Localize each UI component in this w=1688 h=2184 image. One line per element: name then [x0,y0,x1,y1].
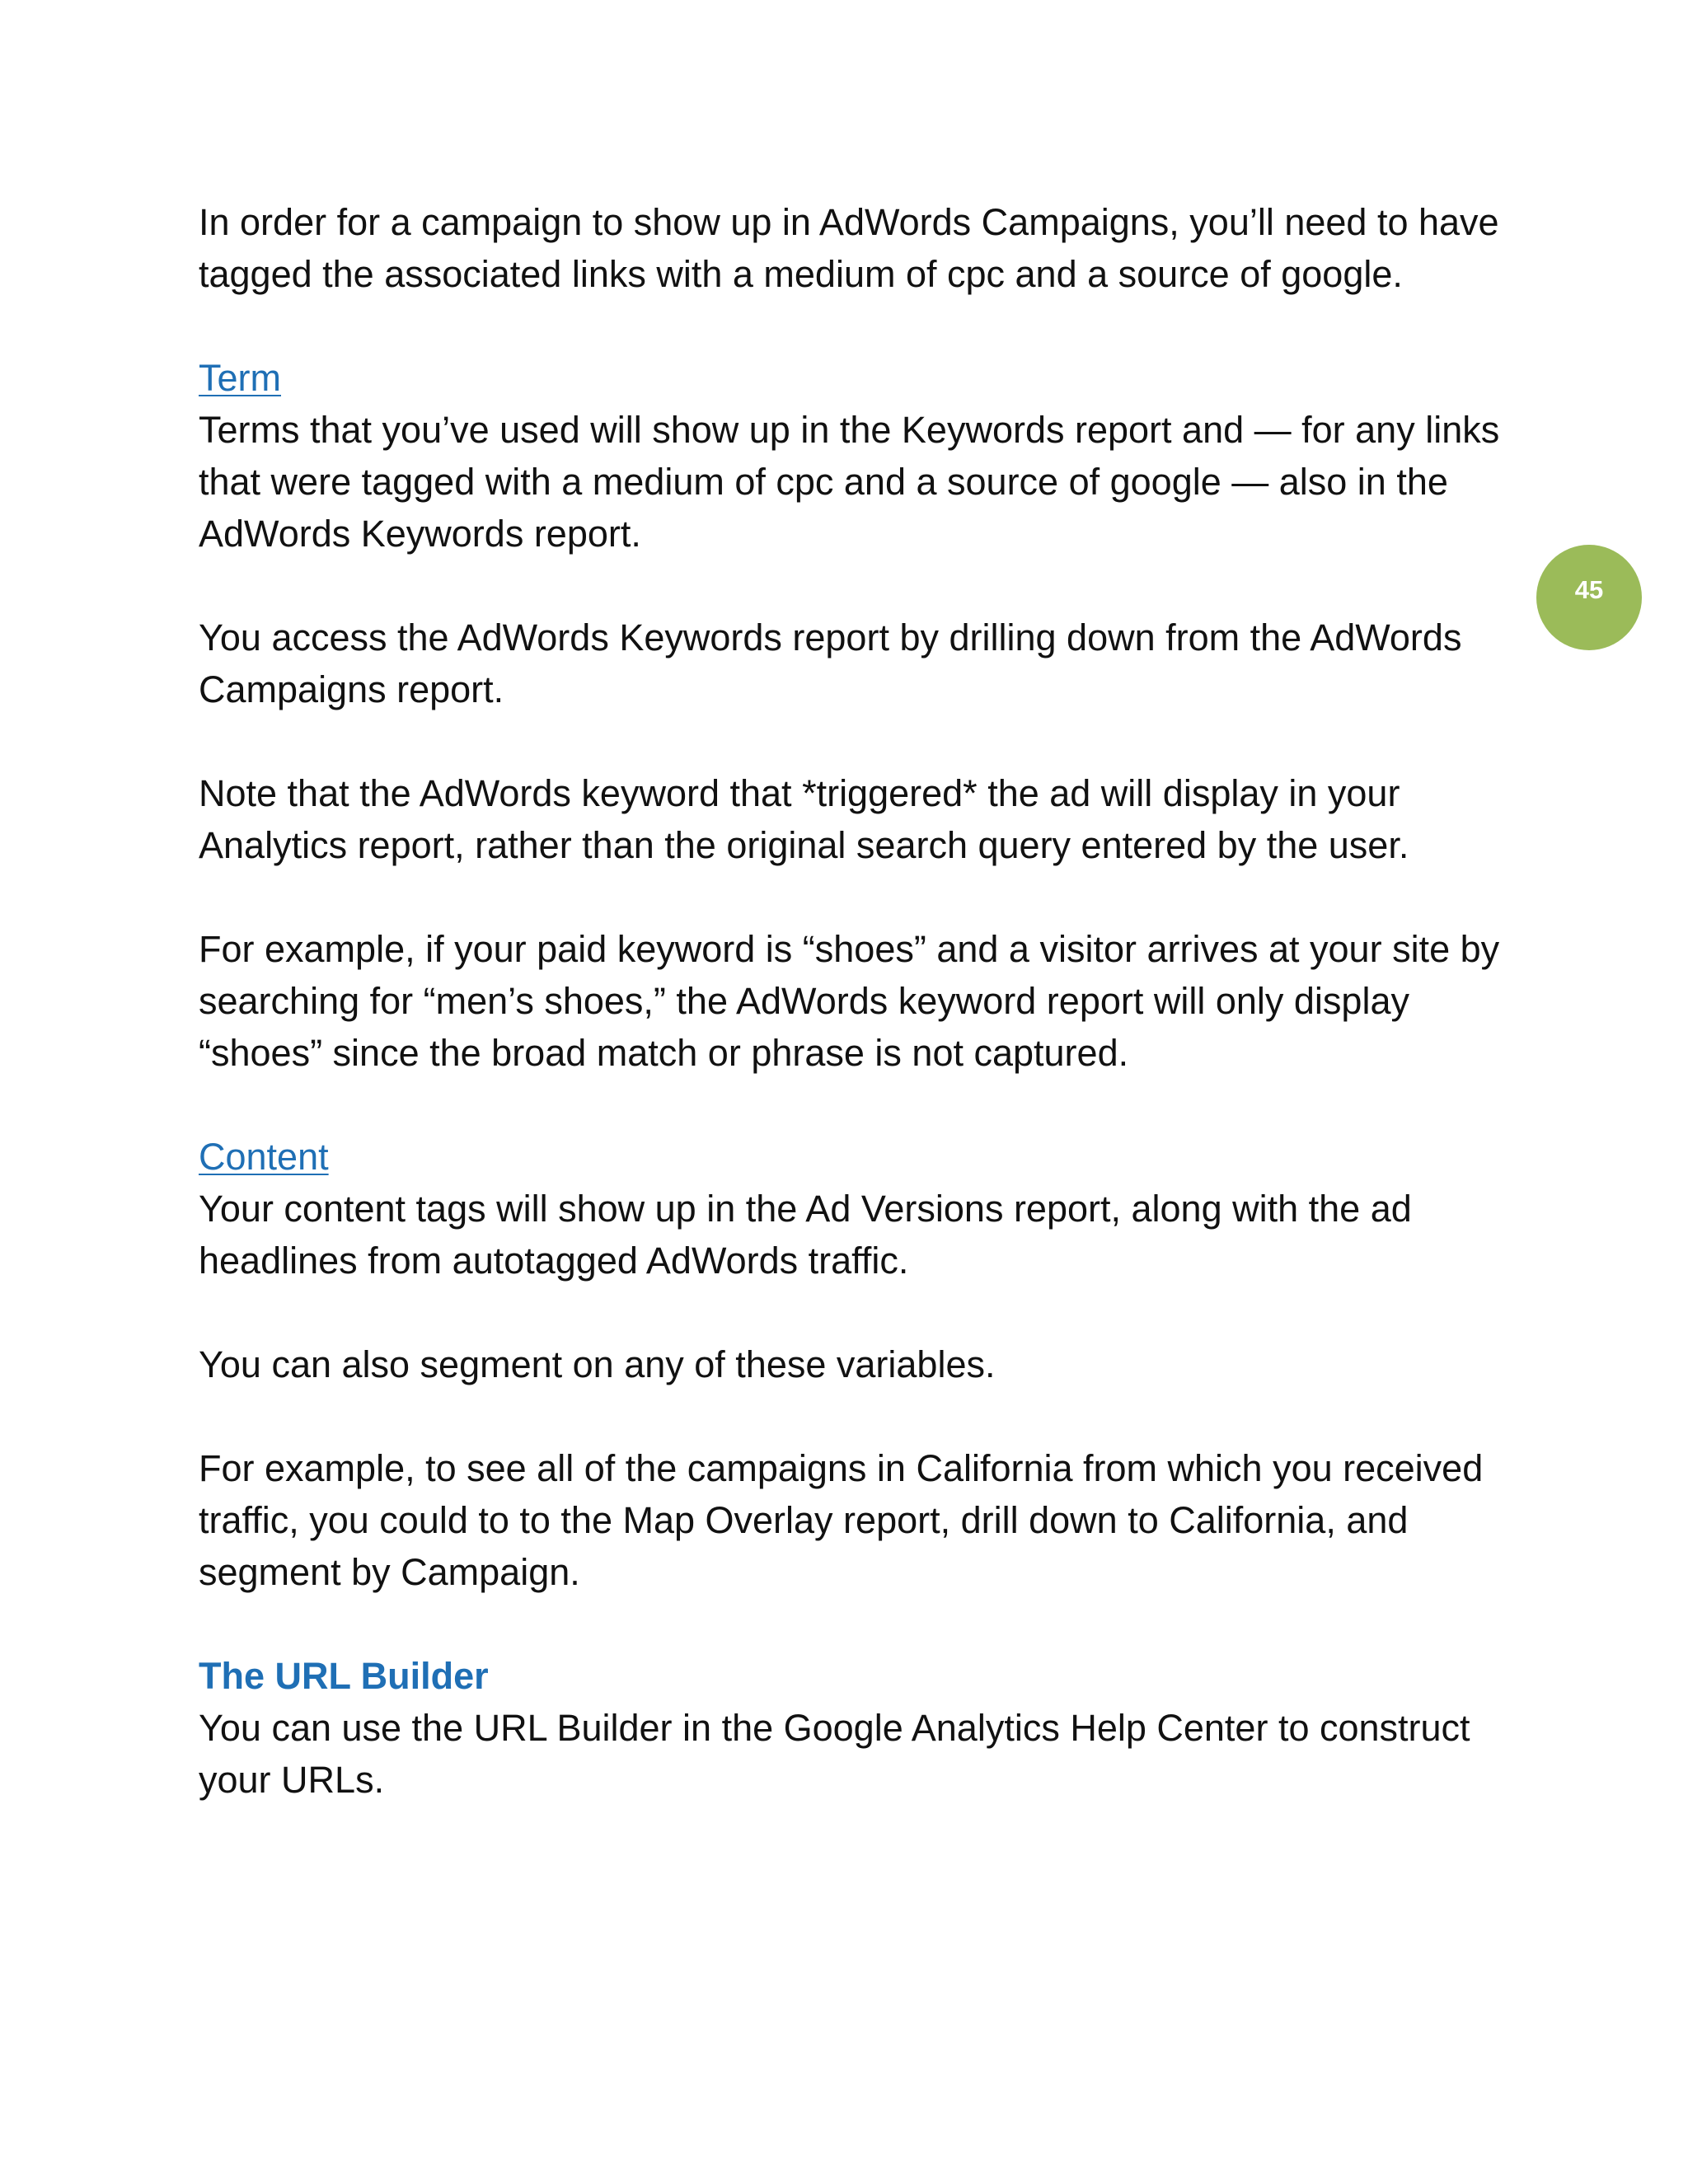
term-paragraph: Terms that you’ve used will show up in the Keywords report and — for any links that were tagged with a medium of cpc and a source of google — also in the AdWords Keywords report. [199,409,1500,555]
example-shoes-paragraph: For example, if your paid keyword is “shoes” and a visitor arrives at your site by searching for “men’s shoes,” the AdWords keyword report will only display “shoes” since the broad match or phrase is not captured. [199,928,1500,1074]
segment-paragraph: You can also segment on any of these variables. [199,1343,996,1385]
page-number-badge: 45 [1536,545,1642,650]
intro-paragraph: In order for a campaign to show up in AdWords Campaigns, you’ll need to have tagged the associated links with a medium of cpc and a source of google. [199,201,1499,295]
content-heading-link[interactable]: Content [199,1136,329,1178]
page-body [199,196,1501,1858]
example-california-paragraph: For example, to see all of the campaigns in California from which you received traffic, you could to to the Map Overlay report, drill down to California, and segment by Campaign. [199,1447,1484,1593]
term-heading-link[interactable]: Term [199,357,281,399]
url-builder-heading: The URL Builder [199,1655,489,1697]
note-triggered-paragraph: Note that the AdWords keyword that *triggered* the ad will display in your Analytics report, rather than the original search query entered by the user. [199,772,1409,866]
url-builder-section [199,1650,1501,1806]
access-keywords-paragraph: You access the AdWords Keywords report by drilling down from the AdWords Campaigns report. [199,616,1462,710]
content-paragraph: Your content tags will show up in the Ad Versions report, along with the ad headlines from autotagged AdWords traffic. [199,1188,1412,1282]
url-builder-paragraph: You can use the URL Builder in the Google Analytics Help Center to construct your URLs. [199,1707,1470,1801]
content-section [199,1131,1501,1286]
term-section [199,352,1501,560]
